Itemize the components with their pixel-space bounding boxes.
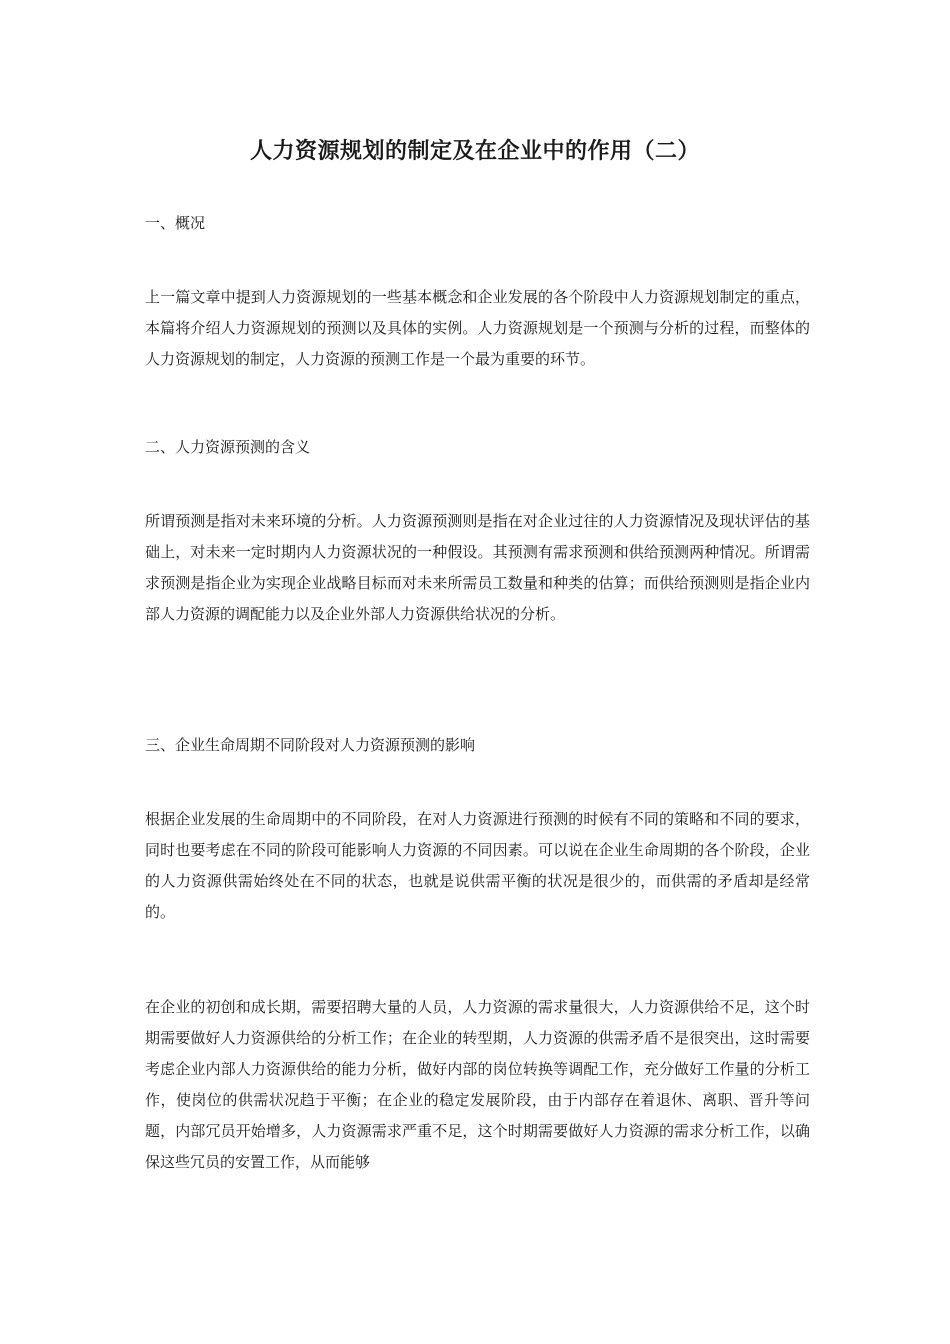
section-3-paragraph-2: 在企业的初创和成长期，需要招聘大量的人员，人力资源的需求量很大，人力资源供给不足，这个时期需要做好人力资源供给的分析工作；在企业的转型期，人力资源的供需矛盾不是很突出，这时需要考虑企业内部人力资源供给的能力分析，做好内部的岗位转换等调配工作，充分做好工作量的分析工作，使岗位的供需状况趋于平衡；在企业的稳定发展阶段，由于内部存在着退休、离职、晋升等问题，内部冗员开始增多，人力资源需求严重不足，这个时期需要做好人力资源的需求分析工作，以确保这些冗员的安置工作，从而能够: [145, 998, 810, 1171]
section-1-paragraph-1: 上一篇文章中提到人力资源规划的一些基本概念和企业发展的各个阶段中人力资源规划制定的重点，本篇将介绍人力资源规划的预测以及具体的实例。人力资源规划是一个预测与分析的过程，而整体的人力资源规划的制定，人力资源的预测工作是一个最为重要的环节。: [145, 288, 810, 368]
document-title: 人力资源规划的制定及在企业中的作用（二）: [249, 138, 700, 164]
section-heading-1: 一、概况: [145, 214, 206, 232]
section-3-paragraph-1: 根据企业发展的生命周期中的不同阶段，在对人力资源进行预测的时候有不同的策略和不同的要求，同时也要考虑在不同的阶段可能影响人力资源的不同因素。可以说在企业生命周期的各个阶段，企业的人力资源供需始终处在不同的状态，也就是说供需平衡的状况是很少的，而供需的矛盾却是经常的。: [145, 810, 810, 921]
section-2-paragraph-1: 所谓预测是指对未来环境的分析。人力资源预测则是指在对企业过往的人力资源情况及现状评估的基础上，对未来一定时期内人力资源状况的一种假设。其预测有需求预测和供给预测两种情况。所谓需求预测是指企业为实现企业战略目标而对未来所需员工数量和种类的估算；而供给预测则是指企业内部人力资源的调配能力以及企业外部人力资源供给状况的分析。: [145, 512, 810, 623]
section-heading-3: 三、企业生命周期不同阶段对人力资源预测的影响: [145, 736, 476, 754]
section-heading-2: 二、人力资源预测的含义: [145, 438, 311, 456]
